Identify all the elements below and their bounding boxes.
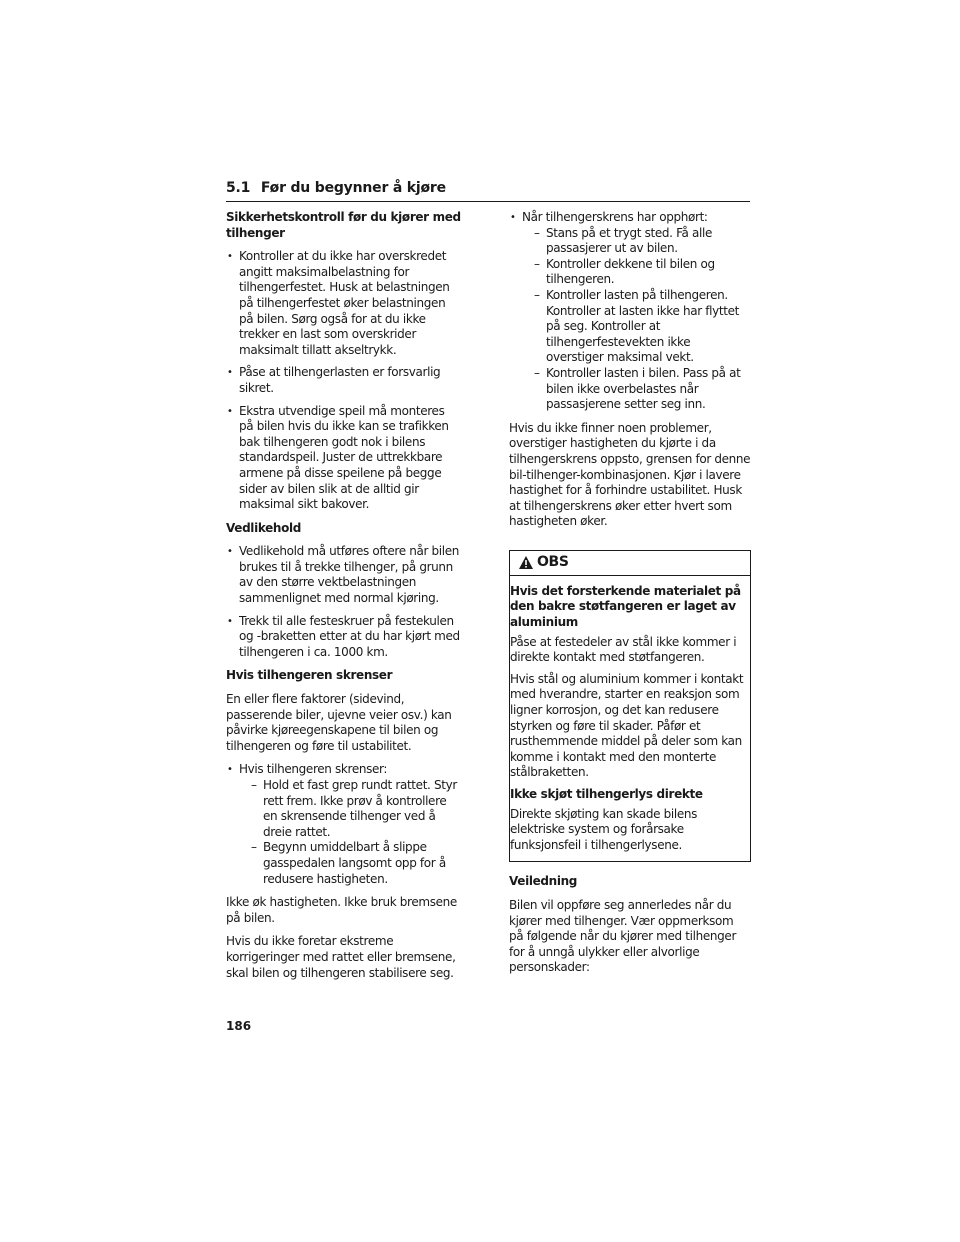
warning-label: OBS (537, 554, 569, 571)
warning-triangle-icon (518, 555, 534, 570)
list-item: • Trekk til alle festeskruer på festekulen og -braketten etter at du har kjørt med tilhengeren i ca. 1000 km. (226, 614, 462, 661)
warning-paragraph: Hvis stål og aluminium kommer i kontakt med hverandre, starter en reaksjon som ligner korrosjon, og det kan redusere styrken og føre til skader. Påfør et rusthemmende middel på deler som kan komme i kontakt med den monterte stålbraketten. (510, 671, 744, 780)
list-item: • Påse at tilhengerlasten er forsvarlig sikret. (226, 365, 462, 396)
list-item-label: Hvis tilhengeren skrenser: (239, 762, 388, 777)
maintenance-list (226, 544, 462, 660)
dash-item: – Stans på et trygt sted. Få alle passasjerer ut av bilen. (522, 226, 751, 257)
warning-body (510, 576, 750, 862)
dash-item: – Hold et fast grep rundt rattet. Styr rett frem. Ikke prøv å kontrollere en skrensende tilhenger ved å dreie rattet. (239, 778, 462, 840)
dash-item: – Begynn umiddelbart å slippe gasspedalen langsomt opp for å redusere hastigheten. (239, 840, 462, 887)
warning-paragraph: Påse at festedeler av stål ikke kommer i direkte kontakt med støtfangeren. (510, 634, 737, 665)
list-item-label: Når tilhengerskrens har opphørt: (522, 210, 708, 224)
heading-trailer-skid: Hvis tilhengeren skrenser (226, 668, 393, 683)
warning-box (509, 550, 751, 863)
skid-dash-list (239, 778, 462, 887)
skid-list (226, 762, 462, 887)
dash-item: – Kontroller lasten i bilen. Pass på at bilen ikke overbelastes når passasjerene setter seg inn. (522, 366, 751, 413)
paragraph: Hvis du ikke finner noen problemer, overstiger hastigheten du kjørte i da tilhengerskrens oppsto, grensen for denne bil-tilhenger-kombinasjonen. Kjør i lavere hastighet for å forhindre ustabilitet. Husk at tilhengerskrens øker etter hvert som hastigheten øker. (509, 420, 751, 529)
heading-maintenance: Vedlikehold (226, 520, 302, 535)
paragraph: Hvis du ikke foretar ekstreme korrigeringer med rattet eller bremsene, skal bilen og tilhengeren stabilisere seg. (226, 934, 456, 980)
section-title: Før du begynner å kjøre (260, 180, 446, 196)
section-header (226, 179, 750, 202)
list-item: • Ekstra utvendige speil må monteres på bilen hvis du ikke kan se trafikken bak tilhengeren godt nok i bilens standardspeil. Juster de uttrekkbare armene på disse speilene på begge sider av bilen slik at de alltid gir maksimal sikt bakover. (226, 404, 462, 513)
heading-guidance: Veiledning (509, 874, 578, 889)
right-column (509, 210, 751, 984)
list-item (226, 762, 462, 887)
dash-item: – Kontroller dekkene til bilen og tilhengeren. (522, 257, 751, 288)
after-skid-list (509, 210, 751, 413)
warning-paragraph: Direkte skjøting kan skade bilens elektriske system og forårsake funksjonsfeil i tilhengerlysene. (510, 806, 698, 852)
paragraph: Bilen vil oppføre seg annerledes når du kjører med tilhenger. Vær oppmerksom på følgende når du kjører med tilhenger for å unngå ulykker eller alvorlige personskader: (509, 897, 737, 975)
list-item: • Vedlikehold må utføres oftere når bilen brukes til å trekke tilhenger, på grunn av den større vektbelastningen sammenlignet med normal kjøring. (226, 544, 462, 606)
list-item (509, 210, 751, 413)
heading-safety-check: Sikkerhetskontroll før du kjører med tilhenger (226, 210, 461, 240)
page-number: 186 (226, 1019, 252, 1033)
dash-item: – Kontroller lasten på tilhengeren. Kontroller at lasten ikke har flyttet på seg. Kontroller at tilhengerfestevekten ikke overstiger maksimal vekt. (522, 288, 751, 366)
paragraph: En eller flere faktorer (sidevind, passerende biler, ujevne veier osv.) kan påvirke kjøreegenskapene til bilen og tilhengeren og føre til ustabilitet. (226, 692, 452, 753)
paragraph: Ikke øk hastigheten. Ikke bruk bremsene på bilen. (226, 895, 457, 925)
left-column (226, 210, 462, 989)
after-skid-dash-list (522, 226, 751, 413)
warning-heading: Ikke skjøt tilhengerlys direkte (510, 787, 703, 801)
warning-header (510, 551, 750, 576)
section-number: 5.1 (226, 180, 251, 196)
safety-check-list (226, 249, 462, 513)
list-item: • Kontroller at du ikke har overskredet angitt maksimalbelastning for tilhengerfestet. Husk at belastningen på tilhengerfestet øker belastningen på bilen. Sørg også for at du ikke trekker en last som overskrider maksimalt tillatt akseltrykk. (226, 249, 462, 358)
warning-heading: Hvis det forsterkende materialet på den bakre støtfangeren er laget av aluminium (510, 583, 741, 630)
